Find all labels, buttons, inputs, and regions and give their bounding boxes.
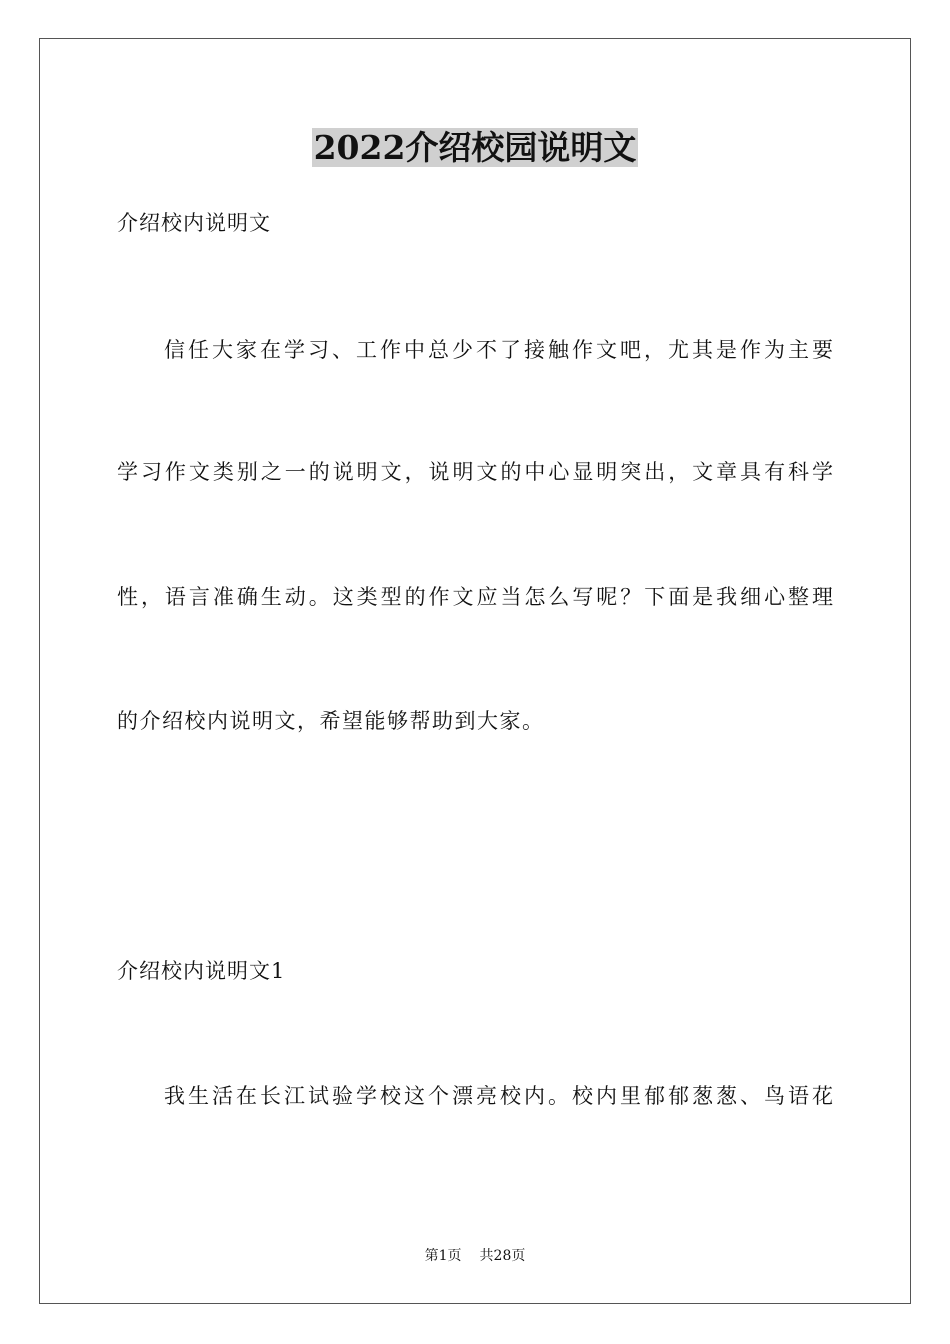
document-title-text: 2022介绍校园说明文	[313, 128, 637, 167]
subtitle-heading: 介绍校内说明文	[117, 211, 271, 235]
section-heading: 介绍校内说明文1	[117, 959, 286, 983]
page-footer	[0, 1246, 950, 1266]
intro-line-1: 信任大家在学习、工作中总少不了接触作文吧，尤其是作为主要	[164, 338, 833, 362]
intro-line-3: 性，语言准确生动。这类型的作文应当怎么写呢？下面是我细心整理	[117, 585, 833, 609]
page-total: 共28页	[479, 1248, 526, 1264]
document-title	[0, 126, 950, 170]
intro-line-4: 的介绍校内说明文，希望能够帮助到大家。	[117, 709, 545, 733]
page-number: 第1页	[424, 1248, 462, 1264]
section-line-1: 我生活在长江试验学校这个漂亮校内。校内里郁郁葱葱、鸟语花	[164, 1084, 833, 1108]
intro-line-2: 学习作文类别之一的说明文，说明文的中心显明突出，文章具有科学	[117, 460, 833, 484]
